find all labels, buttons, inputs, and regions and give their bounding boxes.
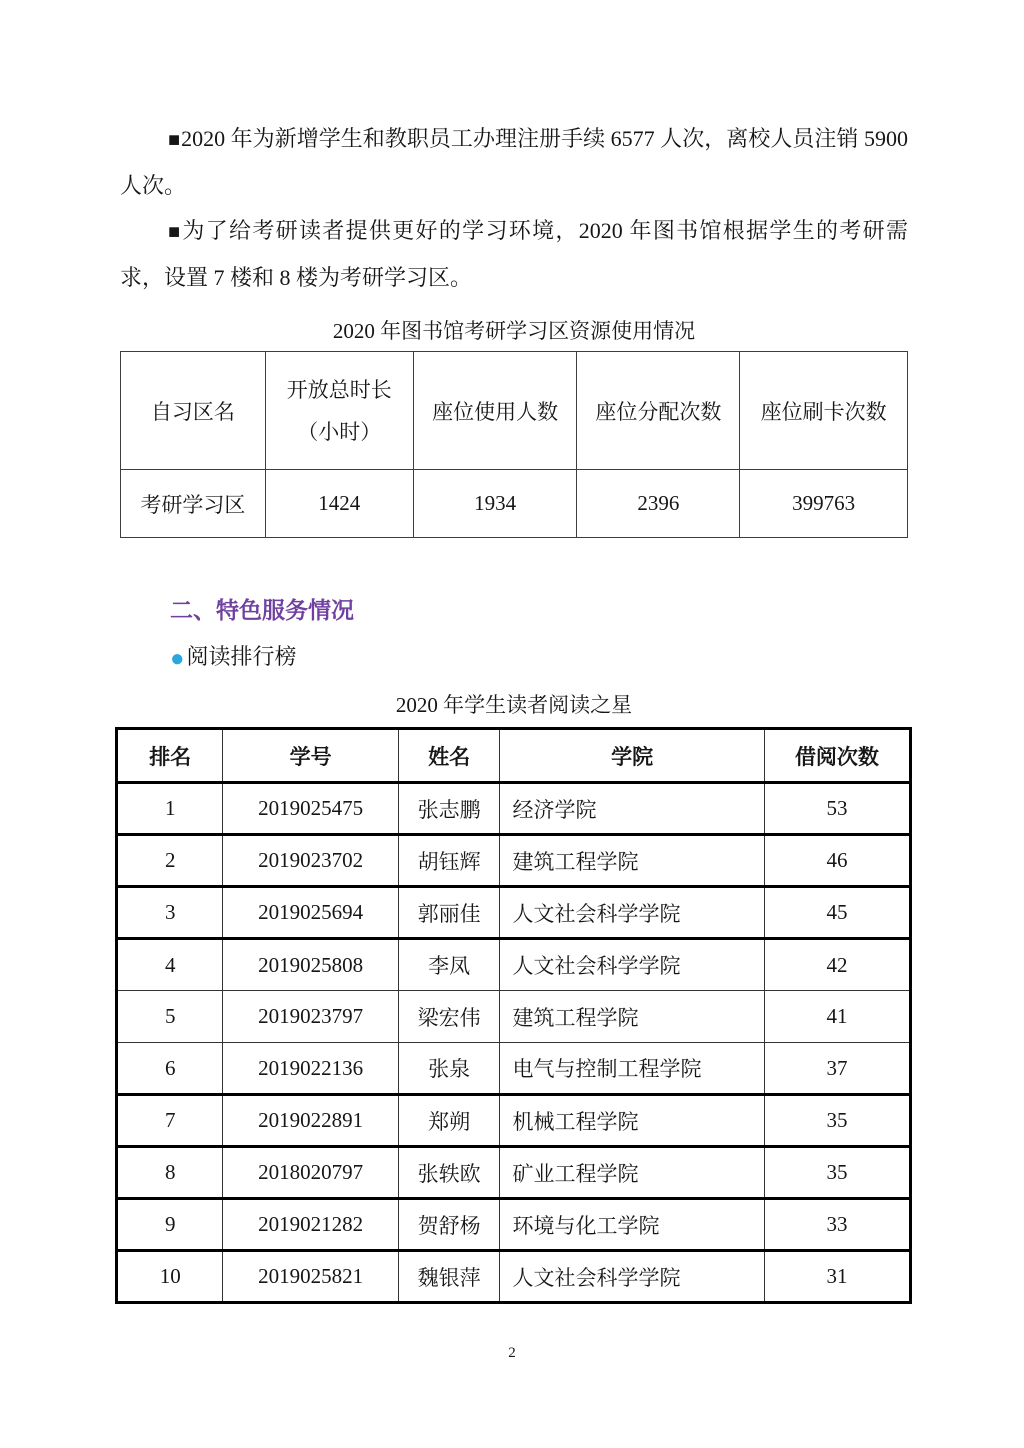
cell-student-id: 2019025475 bbox=[223, 783, 398, 835]
header-cell-college: 学院 bbox=[500, 729, 764, 783]
header-cell-student-id: 学号 bbox=[223, 729, 398, 783]
header-cell-borrow-count: 借阅次数 bbox=[764, 729, 910, 783]
table-row-rank-7 bbox=[117, 1095, 911, 1147]
cell-student-id: 2019022891 bbox=[223, 1095, 398, 1147]
table-row-rank-8 bbox=[117, 1147, 911, 1199]
header-cell-area-name: 自习区名 bbox=[121, 352, 266, 470]
cell-name: 魏银萍 bbox=[398, 1251, 500, 1303]
cell-student-id: 2019025808 bbox=[223, 939, 398, 991]
cell-student-id: 2019023797 bbox=[223, 991, 398, 1043]
square-bullet-icon: ■ bbox=[168, 129, 181, 151]
cell-name: 胡钰辉 bbox=[398, 835, 500, 887]
study-area-table-title: 2020 年图书馆考研学习区资源使用情况 bbox=[332, 319, 696, 343]
cell-area-name: 考研学习区 bbox=[121, 470, 266, 538]
study-area-table bbox=[120, 351, 908, 538]
cell-college: 电气与控制工程学院 bbox=[500, 1043, 764, 1095]
reading-ranking-item bbox=[170, 641, 908, 675]
page-number: 2 bbox=[508, 1345, 516, 1361]
cell-student-id: 2019021282 bbox=[223, 1199, 398, 1251]
circle-bullet-icon: ● bbox=[170, 646, 185, 672]
table-row bbox=[121, 470, 908, 538]
section-heading-special-services: 二、特色服务情况 bbox=[170, 597, 354, 623]
cell-student-id: 2019025821 bbox=[223, 1251, 398, 1303]
cell-name: 李凤 bbox=[398, 939, 500, 991]
table-row-rank-5 bbox=[117, 991, 911, 1043]
cell-rank: 2 bbox=[117, 835, 223, 887]
cell-rank: 9 bbox=[117, 1199, 223, 1251]
page-content bbox=[120, 116, 908, 1304]
cell-college: 建筑工程学院 bbox=[500, 991, 764, 1043]
cell-name: 梁宏伟 bbox=[398, 991, 500, 1043]
cell-student-id: 2019022136 bbox=[223, 1043, 398, 1095]
cell-college: 人文社会科学学院 bbox=[500, 939, 764, 991]
header-cell-seat-swipes: 座位刷卡次数 bbox=[740, 352, 908, 470]
paragraph-registration bbox=[120, 116, 908, 208]
cell-name: 郭丽佳 bbox=[398, 887, 500, 939]
cell-college: 人文社会科学学院 bbox=[500, 887, 764, 939]
cell-college: 矿业工程学院 bbox=[500, 1147, 764, 1199]
cell-seat-assignments: 2396 bbox=[577, 470, 740, 538]
cell-college: 环境与化工学院 bbox=[500, 1199, 764, 1251]
cell-rank: 8 bbox=[117, 1147, 223, 1199]
table-row-rank-6 bbox=[117, 1043, 911, 1095]
cell-borrow-count: 42 bbox=[764, 939, 910, 991]
cell-seat-swipes: 399763 bbox=[740, 470, 908, 538]
cell-student-id: 2019023702 bbox=[223, 835, 398, 887]
cell-rank: 10 bbox=[117, 1251, 223, 1303]
cell-rank: 3 bbox=[117, 887, 223, 939]
table-row-rank-9 bbox=[117, 1199, 911, 1251]
table-row-rank-4 bbox=[117, 939, 911, 991]
table-row-rank-2 bbox=[117, 835, 911, 887]
table-header-row bbox=[121, 352, 908, 470]
reading-star-table-title: 2020 年学生读者阅读之星 bbox=[395, 693, 633, 717]
cell-rank: 7 bbox=[117, 1095, 223, 1147]
header-cell-open-hours bbox=[265, 352, 413, 470]
cell-rank: 6 bbox=[117, 1043, 223, 1095]
cell-borrow-count: 41 bbox=[764, 991, 910, 1043]
cell-rank: 1 bbox=[117, 783, 223, 835]
square-bullet-icon: ■ bbox=[168, 221, 182, 243]
header-cell-seat-assignments: 座位分配次数 bbox=[577, 352, 740, 470]
header-cell-rank: 排名 bbox=[117, 729, 223, 783]
paragraph-text: 为了给考研读者提供更好的学习环境，2020 年图书馆根据学生的考研需求，设置 7 楼和 8 楼为考研学习区。 bbox=[120, 218, 908, 290]
cell-name: 张泉 bbox=[398, 1043, 500, 1095]
header-line-1: 开放总时长 bbox=[286, 377, 392, 402]
cell-borrow-count: 31 bbox=[764, 1251, 910, 1303]
cell-student-id: 2019025694 bbox=[223, 887, 398, 939]
cell-rank: 5 bbox=[117, 991, 223, 1043]
header-cell-name: 姓名 bbox=[398, 729, 500, 783]
paragraph-study-area bbox=[120, 208, 908, 300]
cell-seat-users: 1934 bbox=[413, 470, 577, 538]
paragraph-text: 2020 年为新增学生和教职员工办理注册手续 6577 人次，离校人员注销 5900 人次。 bbox=[120, 126, 908, 198]
table-row-rank-3 bbox=[117, 887, 911, 939]
cell-college: 经济学院 bbox=[500, 783, 764, 835]
cell-college: 机械工程学院 bbox=[500, 1095, 764, 1147]
cell-name: 郑朔 bbox=[398, 1095, 500, 1147]
cell-college: 建筑工程学院 bbox=[500, 835, 764, 887]
table-row-rank-1 bbox=[117, 783, 911, 835]
cell-name: 贺舒杨 bbox=[398, 1199, 500, 1251]
cell-open-hours: 1424 bbox=[265, 470, 413, 538]
table-row-rank-10 bbox=[117, 1251, 911, 1303]
cell-borrow-count: 53 bbox=[764, 783, 910, 835]
reading-ranking-label: 阅读排行榜 bbox=[186, 644, 297, 669]
header-cell-seat-users: 座位使用人数 bbox=[413, 352, 577, 470]
cell-borrow-count: 33 bbox=[764, 1199, 910, 1251]
table-header-row bbox=[117, 729, 911, 783]
cell-borrow-count: 46 bbox=[764, 835, 910, 887]
header-line-2: （小时） bbox=[297, 419, 382, 444]
cell-borrow-count: 37 bbox=[764, 1043, 910, 1095]
cell-borrow-count: 35 bbox=[764, 1147, 910, 1199]
cell-rank: 4 bbox=[117, 939, 223, 991]
cell-borrow-count: 35 bbox=[764, 1095, 910, 1147]
reading-star-table bbox=[115, 727, 912, 1304]
cell-borrow-count: 45 bbox=[764, 887, 910, 939]
cell-student-id: 2018020797 bbox=[223, 1147, 398, 1199]
cell-name: 张轶欧 bbox=[398, 1147, 500, 1199]
cell-college: 人文社会科学学院 bbox=[500, 1251, 764, 1303]
cell-name: 张志鹏 bbox=[398, 783, 500, 835]
